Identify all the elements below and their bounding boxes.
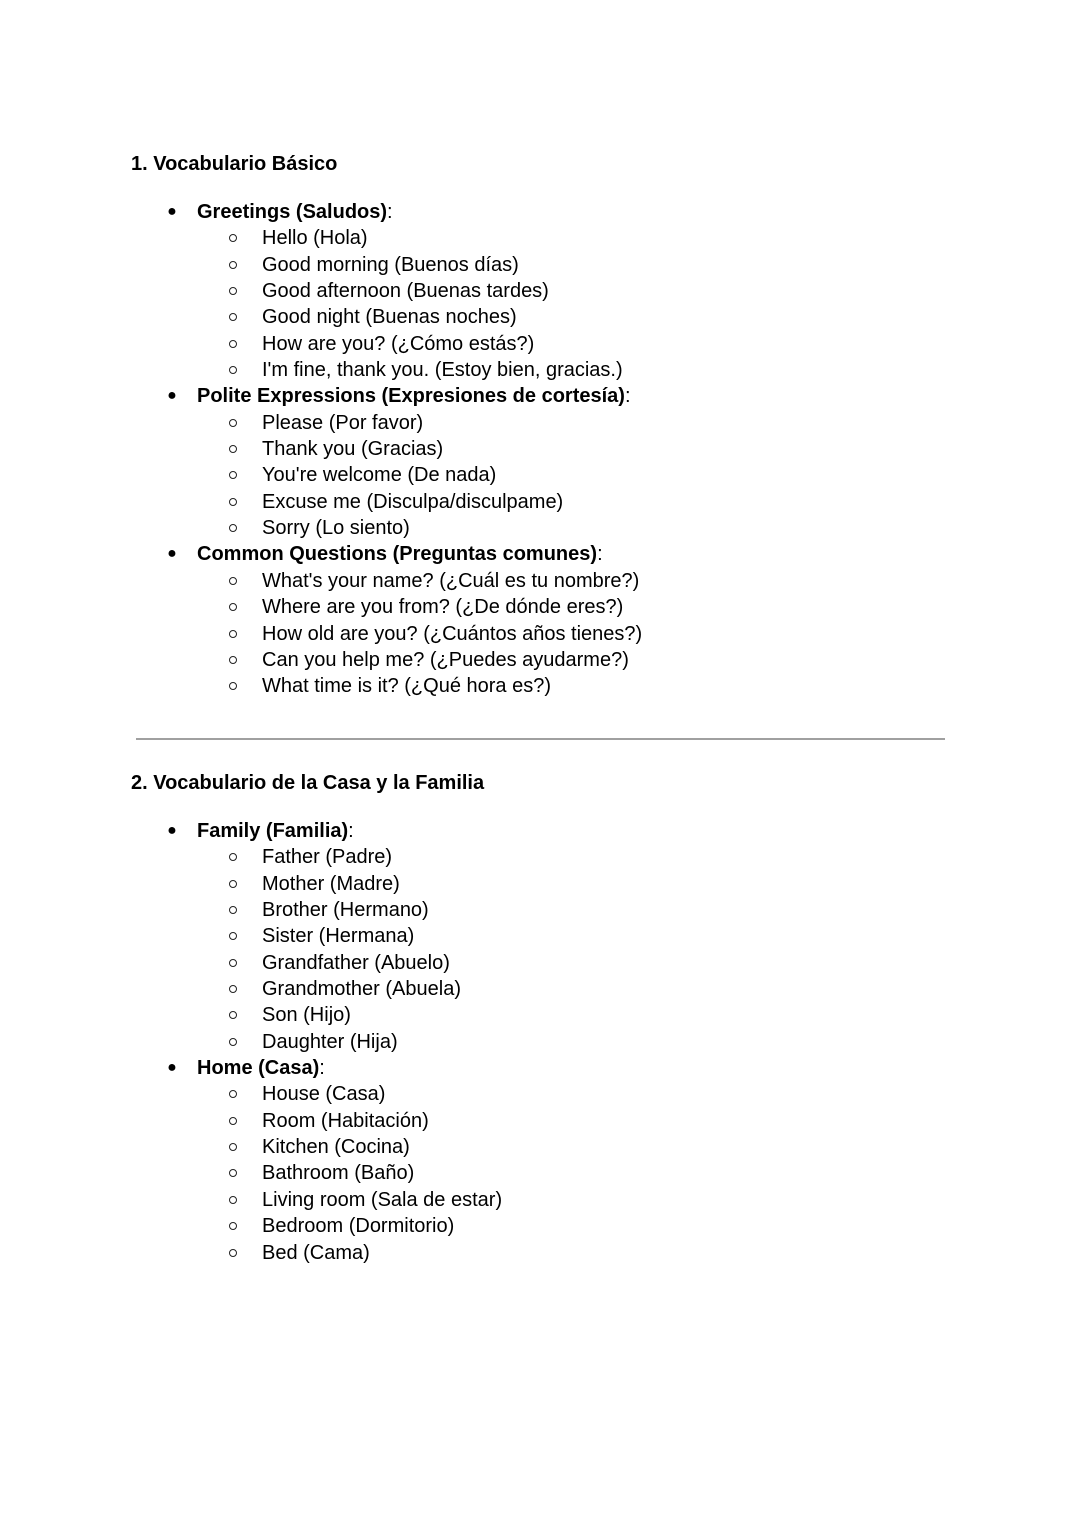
category-label: Common Questions (Preguntas comunes) bbox=[197, 543, 598, 566]
hollow-bullet-icon bbox=[229, 1117, 237, 1125]
filled-bullet-icon: ● bbox=[167, 203, 177, 220]
hollow-bullet-icon bbox=[229, 906, 237, 914]
hollow-bullet-icon bbox=[229, 498, 237, 506]
horizontal-divider bbox=[136, 738, 945, 740]
filled-bullet-icon: ● bbox=[167, 545, 177, 563]
hollow-bullet-icon bbox=[229, 313, 237, 321]
hollow-bullet-icon bbox=[229, 630, 237, 638]
section-heading-casa-familia: 2. Vocabulario de la Casa y la Familia bbox=[131, 772, 485, 794]
hollow-bullet-icon bbox=[229, 445, 237, 453]
hollow-bullet-icon bbox=[229, 853, 237, 861]
filled-bullet-icon: ● bbox=[167, 387, 177, 405]
hollow-bullet-icon bbox=[229, 471, 237, 479]
hollow-bullet-icon bbox=[229, 1011, 237, 1019]
category-label: Family (Familia) bbox=[197, 820, 349, 842]
section-heading-vocabulario-basico: 1. Vocabulario Básico bbox=[131, 153, 338, 175]
filled-bullet-icon: ● bbox=[167, 822, 177, 839]
document-page: 1. Vocabulario Básico ● Greetings (Saludos): Hello (Hola) Good morning (Buenos días) Good afternoon (Buenas tardes) Good night (Buenas noches) How are you? (¿Cómo estás?) I'm fine, thank you. (Estoy bien, gracias.) ● Polite Expressions (Expresiones de cortesía): Please (Por favor) Thank you (Gracias) You're welcome (De nada) Excuse me (Disculpa/disculpame) Sorry (Lo siento) ● Common Questions (Preguntas comunes): What's your name? (¿Cuál es tu nombre?) Where are you from? (¿De dónde eres?) How old are you? (¿Cuántos años tienes?) Can you help me? (¿Puedes ayudarme?) What time is it? (¿Qué hora es?) 2. Vocabulario de la Casa y la Familia ● Family (Familia): Father (Padre) Mother (Madre) Brother (Hermano) Sister (Hermana) Grandfather (Abuelo) Grandmother (Abuela) Son (Hijo) Daughter (Hija) ● Home (Casa): House (Casa) Room (Habitación) Kitchen (Cocina) Bathroom (Baño) Living room (Sala de estar) Bedroom (Dormitorio) Bed (Cama) bbox=[0, 0, 1080, 1527]
hollow-bullet-icon bbox=[229, 1090, 237, 1098]
hollow-bullet-icon bbox=[229, 340, 237, 348]
category-label: Polite Expressions (Expresiones de cortesía) bbox=[197, 385, 625, 408]
hollow-bullet-icon bbox=[229, 366, 237, 374]
hollow-bullet-icon bbox=[229, 261, 237, 269]
filled-bullet-icon: ● bbox=[167, 1059, 177, 1077]
hollow-bullet-icon bbox=[229, 603, 237, 611]
hollow-bullet-icon bbox=[229, 985, 237, 993]
hollow-bullet-icon bbox=[229, 959, 237, 967]
hollow-bullet-icon bbox=[229, 1249, 237, 1257]
hollow-bullet-icon bbox=[229, 1169, 237, 1177]
hollow-bullet-icon bbox=[229, 880, 237, 888]
hollow-bullet-icon bbox=[229, 1196, 237, 1204]
category-label: Home (Casa) bbox=[197, 1057, 320, 1080]
hollow-bullet-icon bbox=[229, 1143, 237, 1151]
hollow-bullet-icon bbox=[229, 419, 237, 427]
hollow-bullet-icon bbox=[229, 287, 237, 295]
hollow-bullet-icon bbox=[229, 1038, 237, 1046]
hollow-bullet-icon bbox=[229, 656, 237, 664]
hollow-bullet-icon bbox=[229, 234, 237, 242]
hollow-bullet-icon bbox=[229, 577, 237, 585]
hollow-bullet-icon bbox=[229, 932, 237, 940]
hollow-bullet-icon bbox=[229, 682, 237, 690]
hollow-bullet-icon bbox=[229, 524, 237, 532]
hollow-bullet-icon bbox=[229, 1222, 237, 1230]
category-label: Greetings (Saludos) bbox=[197, 201, 388, 223]
